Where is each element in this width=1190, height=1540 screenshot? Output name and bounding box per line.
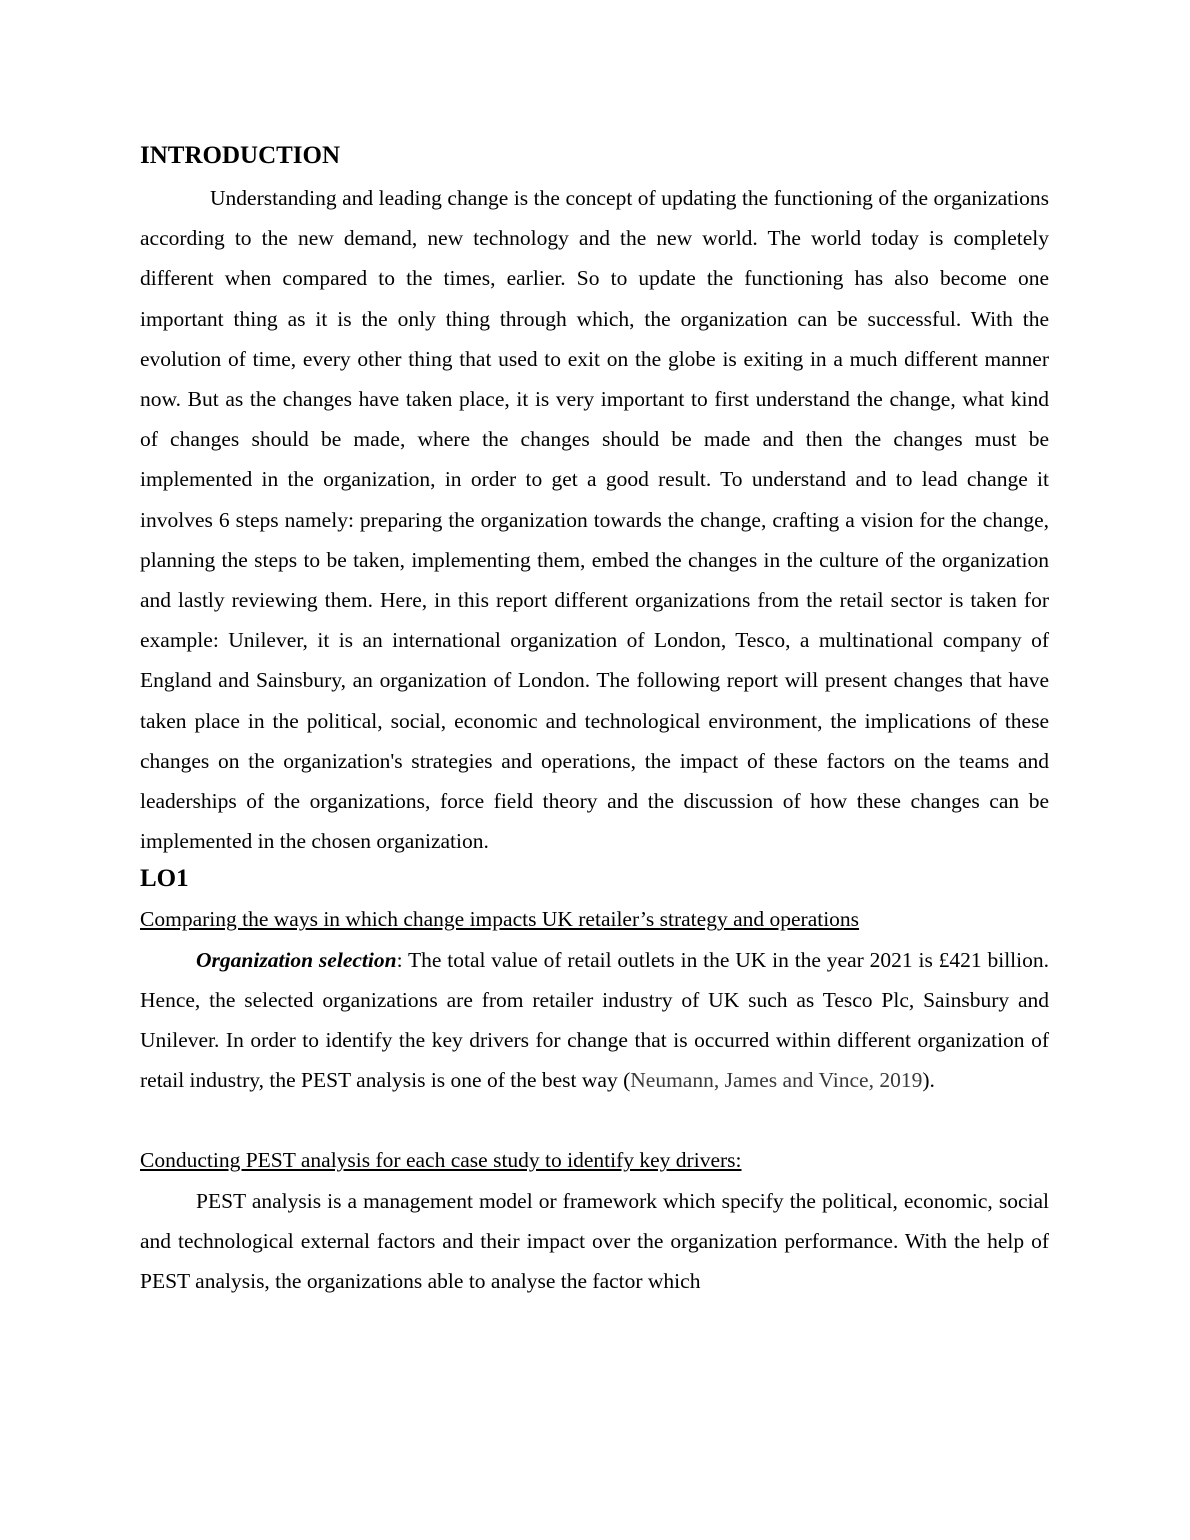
- lo1-heading: LO1: [140, 865, 189, 893]
- organization-selection-paragraph: [140, 940, 1049, 1101]
- pest-paragraph: PEST analysis is a management model or framework which specify the political, economic, social and technological external factors and their impact over the organization performance. With the help of PEST analysis, the organizations able to analyse the factor which: [140, 1188, 1049, 1294]
- introduction-heading: INTRODUCTION: [140, 142, 341, 169]
- organization-selection-label: Organization selection: [196, 947, 397, 972]
- lo1-subheading: Comparing the ways in which change impacts UK retailer’s strategy and operations: [140, 907, 860, 932]
- pest-subheading: Conducting PEST analysis for each case study to identify key drivers:: [140, 1148, 742, 1173]
- blank-line: [140, 1100, 1049, 1140]
- document-page: [140, 138, 1049, 1301]
- citation: Neumann, James and Vince, 2019: [630, 1068, 923, 1093]
- organization-selection-end: ).: [922, 1068, 935, 1093]
- introduction-paragraph: Understanding and leading change is the concept of updating the functioning of the organizations according to the new demand, new technology and the new world. The world today is completely different when compared to the times, earlier. So to update the functioning has also become one important thing as it is the only thing through which, the organization can be successful. With the evolution of time, every other thing that used to exit on the globe is exiting in a much different manner now. But as the changes have taken place, it is very important to first understand the change, what kind of changes should be made, where the changes should be made and then the changes must be implemented in the organization, in order to get a good result. To understand and to lead change it involves 6 steps namely: preparing the organization towards the change, crafting a vision for the change, planning the steps to be taken, implementing them, embed the changes in the culture of the organization and lastly reviewing them. Here, in this report different organizations from the retail sector is taken for example: Unilever, it is an international organization of London, Tesco, a multinational company of England and Sainsbury, an organization of London. The following report will present changes that have taken place in the political, social, economic and technological environment, the implications of these changes on the organization's strategies and operations, the impact of these factors on the teams and leaderships of the organizations, force field theory and the discussion of how these changes can be implemented in the chosen organization.: [140, 186, 1049, 854]
- organization-selection-text: : The total value of retail outlets in the UK in the year 2021 is £421 billion. Hence, the selected organizations are from retailer industry of UK such as Tesco Plc, Sainsbury and Unilever. In order to identify the key drivers for change that is occurred within different organization of retail industry, the PEST analysis is one of the best way (: [140, 947, 1050, 1093]
